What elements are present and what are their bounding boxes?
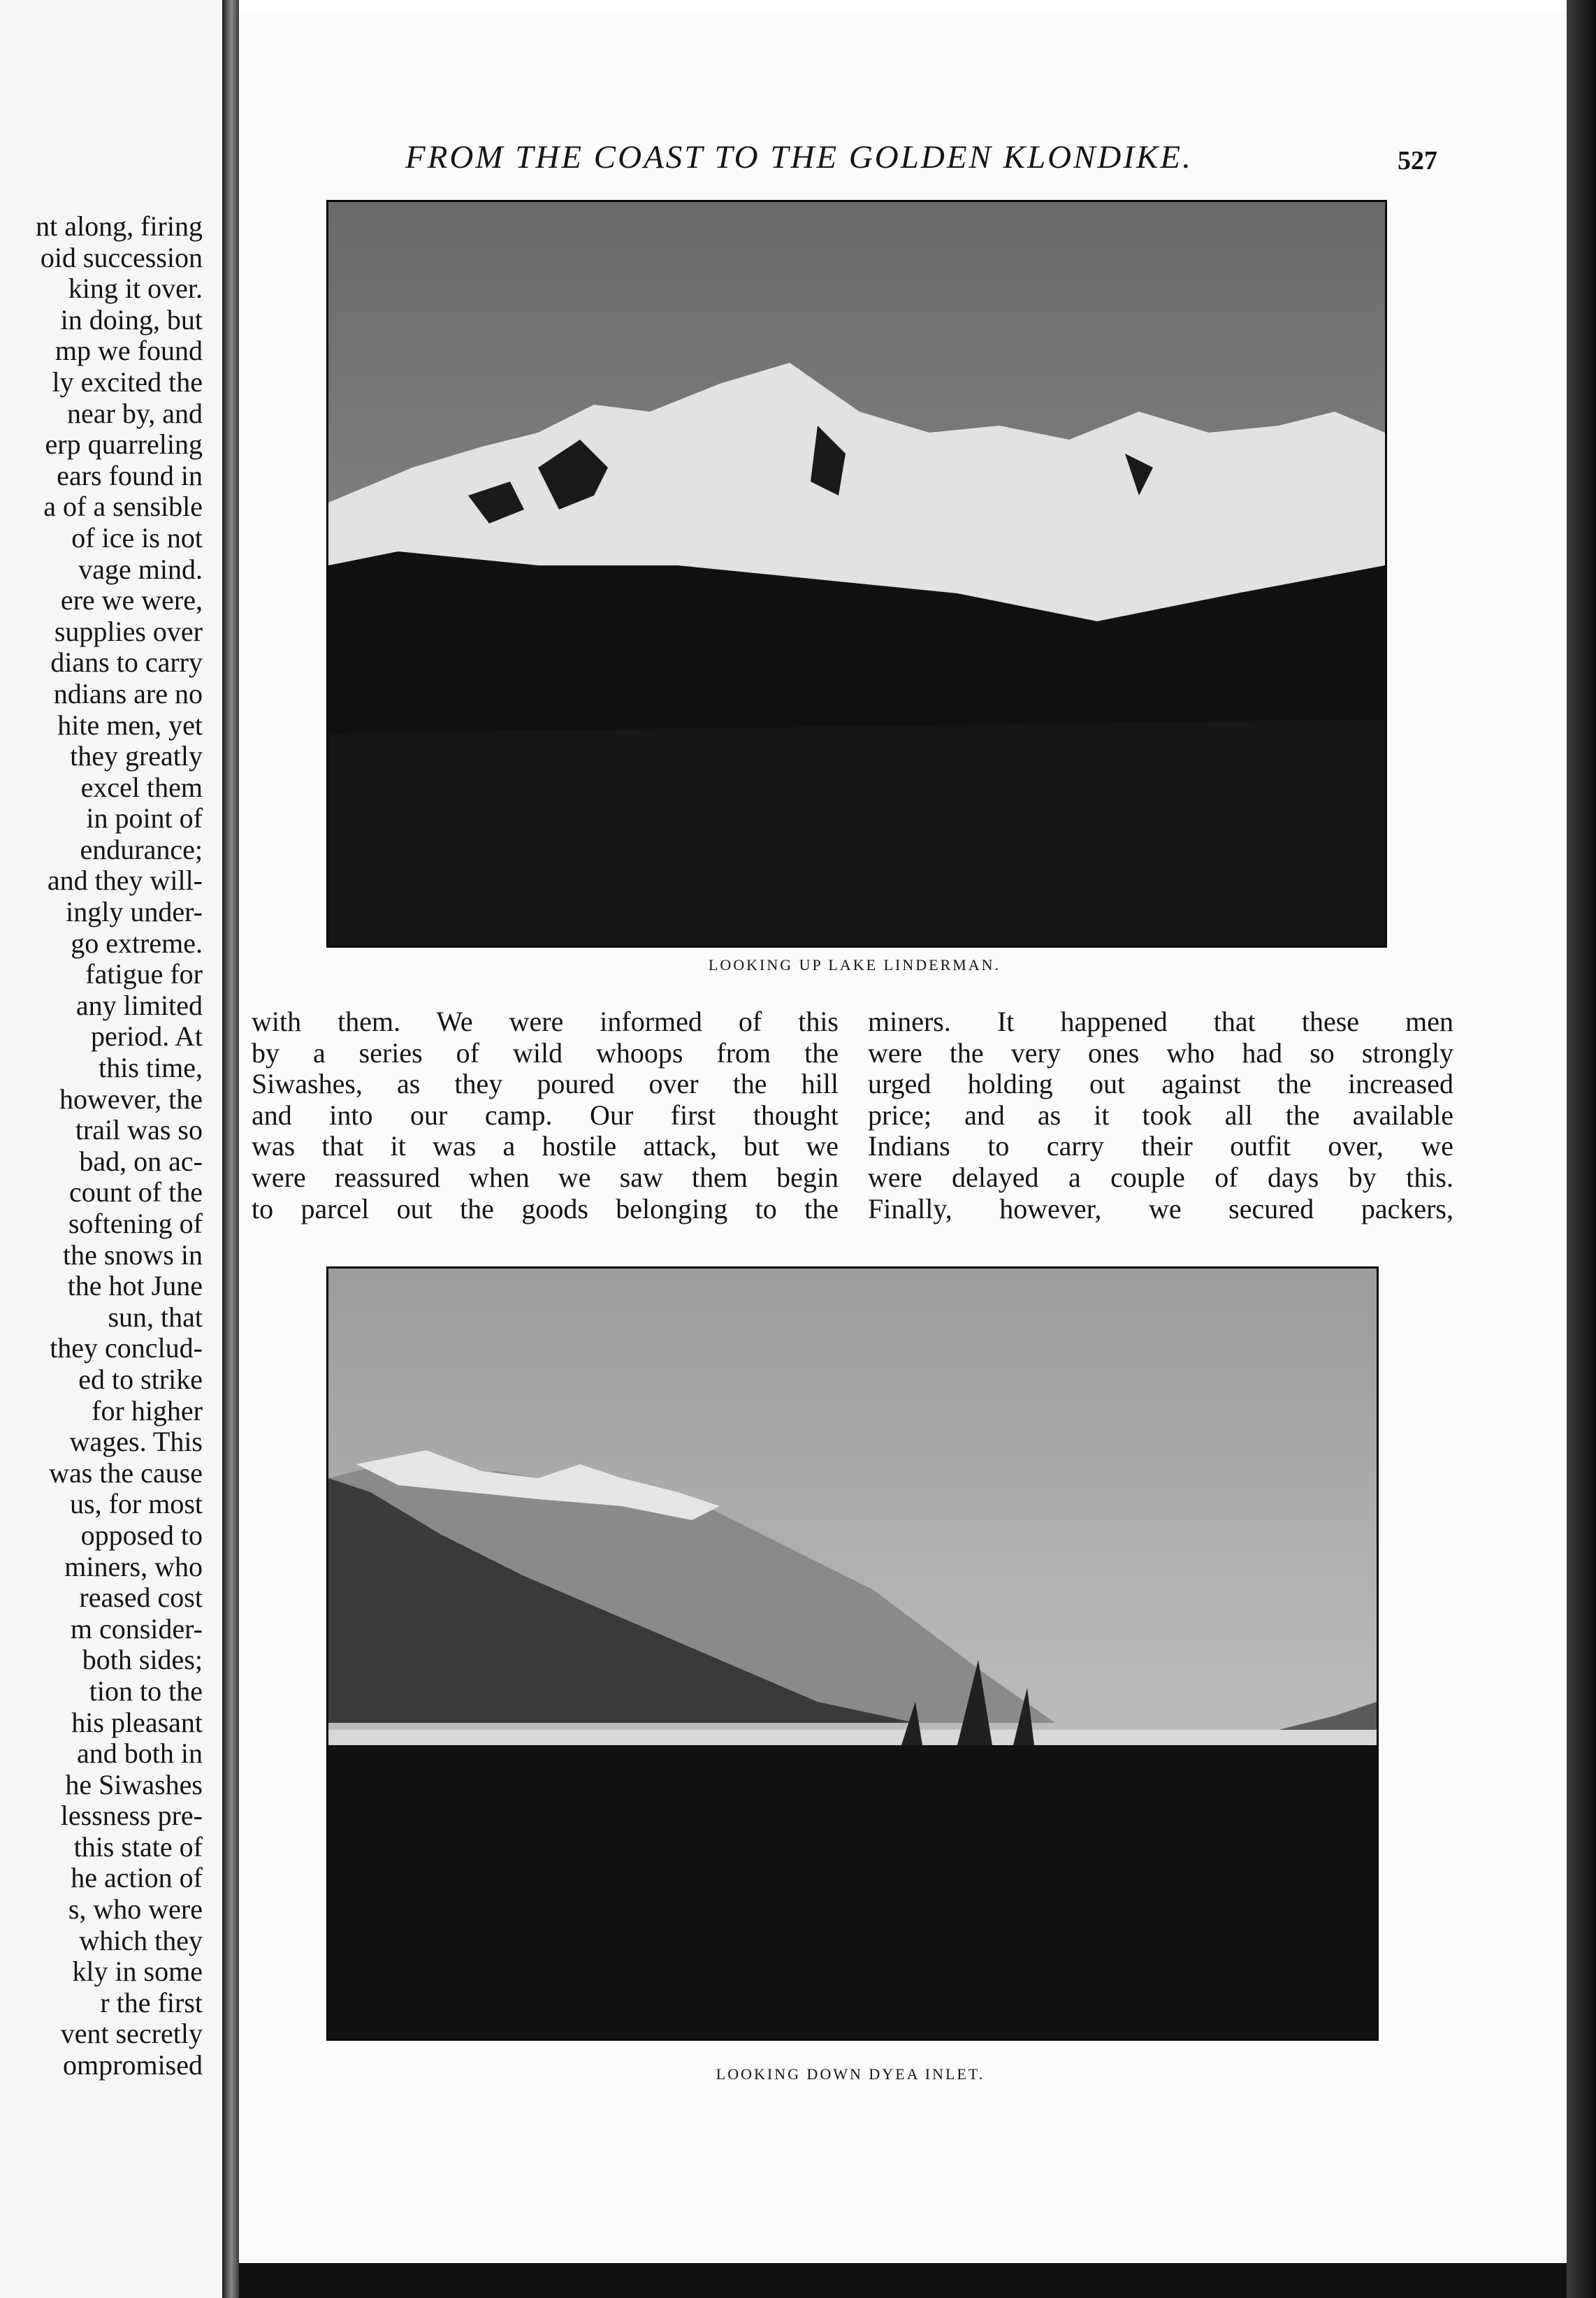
text-column-right <box>868 1006 1453 1224</box>
text-line: vent secretly <box>60 2018 203 2050</box>
text-line: supplies over <box>54 615 203 647</box>
text-line: us, for most <box>70 1488 203 1520</box>
text-line: miners. It happened that these men <box>868 1006 1453 1037</box>
text-line: and into our camp. Our first thought <box>252 1099 839 1131</box>
text-line: his pleasant <box>71 1706 203 1738</box>
text-line: both sides; <box>82 1644 203 1676</box>
text-line: this state of <box>73 1830 203 1863</box>
text-line: ears found in <box>57 459 203 491</box>
text-line: the hot June <box>67 1270 203 1302</box>
text-line: they conclud- <box>50 1332 203 1364</box>
text-line: was the cause <box>49 1457 203 1489</box>
text-line: near by, and <box>67 397 203 429</box>
text-line: wages. This <box>69 1426 203 1458</box>
text-line: king it over. <box>68 273 203 305</box>
text-line: kly in some <box>72 1956 203 1988</box>
page-number: 527 <box>1398 146 1437 175</box>
text-line: for higher <box>92 1394 203 1426</box>
text-line: to parcel out the goods belonging to the <box>252 1192 839 1224</box>
text-line: they greatly <box>70 740 203 772</box>
text-line: any limited <box>75 989 203 1021</box>
text-line: ndians are no <box>53 677 203 709</box>
text-line: endurance; <box>80 833 203 865</box>
text-line: lessness pre- <box>60 1800 203 1832</box>
text-line: were reassured when we saw them begin <box>252 1161 839 1193</box>
text-line: r the first <box>100 1986 203 2018</box>
text-line: sun, that <box>108 1301 203 1333</box>
text-line: the snows in <box>63 1238 203 1271</box>
page-edge-shadow <box>1567 0 1596 2298</box>
photo-dyea-inlet <box>326 1266 1379 2041</box>
text-line: was that it was a hostile attack, but we <box>252 1130 839 1162</box>
text-line: and both in <box>77 1737 203 1770</box>
text-line: a of a sensible <box>43 491 203 523</box>
text-line: period. At <box>91 1020 203 1053</box>
text-line: ingly under- <box>66 896 203 928</box>
text-line: s, who were <box>68 1893 203 1925</box>
text-line: in doing, but <box>60 303 203 335</box>
text-line: ompromised <box>63 2049 203 2081</box>
text-line: nt along, firing <box>36 210 203 242</box>
text-line: ere we were, <box>60 584 203 616</box>
text-line: erp quarreling <box>45 428 203 461</box>
text-line: he Siwashes <box>65 1768 203 1800</box>
text-line: he action of <box>71 1862 203 1894</box>
text-line: m consider- <box>70 1612 203 1645</box>
text-line: were delayed a couple of days by this. <box>868 1161 1453 1193</box>
text-line: urged holding out against the increased <box>868 1068 1453 1100</box>
text-line: in point of <box>86 802 203 834</box>
text-line: mp we found <box>55 335 203 367</box>
text-line: softening of <box>68 1208 203 1239</box>
text-line: ed to strike <box>78 1363 203 1395</box>
text-line: tion to the <box>89 1675 203 1707</box>
text-line: Siwashes, as they poured over the hill <box>252 1068 839 1100</box>
text-line: and they will- <box>47 865 203 897</box>
text-line: this time, <box>99 1052 203 1084</box>
text-line: oid succession <box>40 241 203 273</box>
text-line: go extreme. <box>71 927 203 959</box>
text-line: which they <box>79 1924 203 1956</box>
caption-dyea-inlet: LOOKING DOWN DYEA INLET. <box>716 2065 985 2083</box>
text-column-left <box>252 1006 839 1224</box>
text-line: were the very ones who had so strongly <box>868 1036 1453 1069</box>
text-line: by a series of wild whoops from the <box>252 1036 839 1069</box>
caption-lake-linderman: LOOKING UP LAKE LINDERMAN. <box>708 956 1001 974</box>
text-line: Finally, however, we secured packers, <box>868 1192 1453 1224</box>
photo-lake-linderman <box>326 200 1387 948</box>
left-page-text-column <box>0 211 203 2081</box>
text-line: fatigue for <box>85 958 203 990</box>
text-line: bad, on ac- <box>79 1145 203 1177</box>
page-bottom-edge <box>239 2263 1567 2298</box>
text-line: vage mind. <box>78 553 203 585</box>
text-line: miners, who <box>64 1550 203 1582</box>
running-head: FROM THE COAST TO THE GOLDEN KLONDIKE. <box>405 139 1193 175</box>
text-line: price; and as it took all the available <box>868 1099 1453 1131</box>
text-line: trail was so <box>75 1114 203 1146</box>
book-gutter <box>222 0 239 2298</box>
left-page <box>0 0 222 2298</box>
text-line: of ice is not <box>71 521 203 554</box>
text-line: count of the <box>68 1176 203 1208</box>
text-line: however, the <box>59 1083 203 1115</box>
text-line: ly excited the <box>52 366 203 398</box>
text-line: opposed to <box>80 1519 203 1551</box>
text-line: hite men, yet <box>57 709 203 741</box>
text-line: Indians to carry their outfit over, we <box>868 1130 1453 1162</box>
text-line: reased cost <box>79 1582 203 1614</box>
text-line: with them. We were informed of this <box>252 1006 839 1037</box>
text-line: excel them <box>80 771 203 803</box>
text-line: dians to carry <box>50 646 203 679</box>
